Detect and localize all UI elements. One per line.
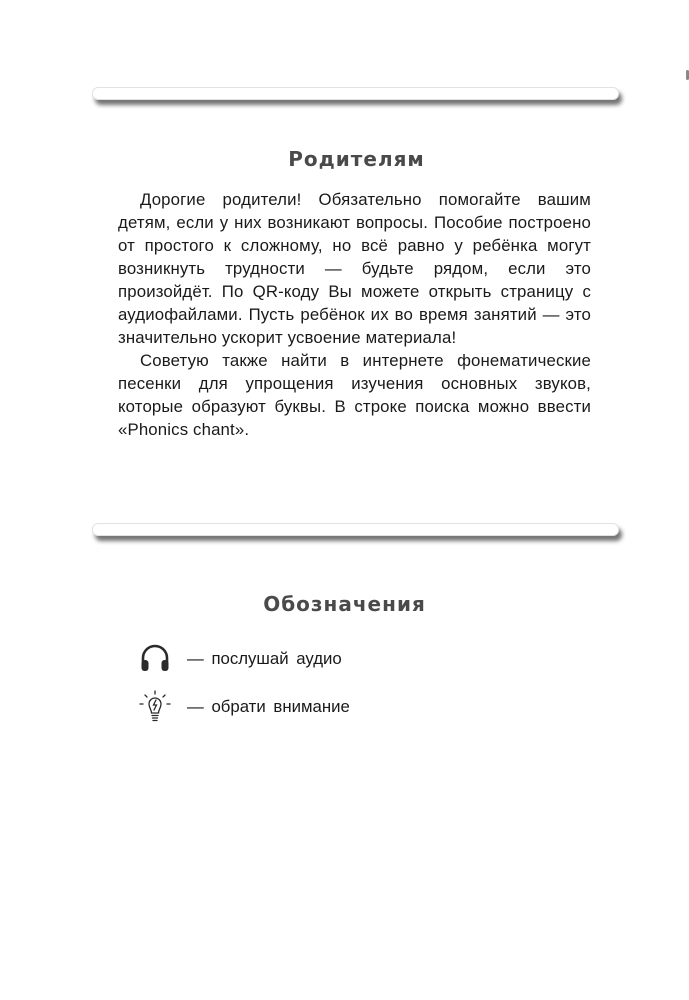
legend-item-audio: [137, 641, 342, 677]
section-title-legend: Обозначения: [263, 592, 426, 616]
paragraph-1: Дорогие родители! Обязательно помогайте вашим детям, если у них возникают вопросы. Пособие построено от простого к сложному, но всё равно у ребёнка могут возникнуть трудности — будьте рядом, если это произойдёт. По QR-коду Вы можете открыть страницу с аудиофайлами. Пусть ребёнок их во время занятий — это значительно ускорит усвоение материала!: [118, 190, 591, 347]
legend-label-audio: — послушай аудио: [187, 649, 342, 668]
legend-item-attention: [137, 689, 350, 725]
section-title-parents: Родителям: [288, 147, 425, 171]
lightbulb-icon: [137, 689, 173, 725]
headphones-icon: [137, 641, 173, 677]
section-divider-bottom: [92, 523, 619, 536]
parents-text: [118, 188, 591, 441]
paragraph-2: Советую также найти в интернете фонематические песенки для упрощения изучения основных звуков, которые образуют буквы. В строке поиска можно ввести «Phonics chant».: [118, 351, 591, 439]
legend-label-attention: — обрати внимание: [187, 697, 350, 716]
section-divider-top: [92, 87, 619, 100]
